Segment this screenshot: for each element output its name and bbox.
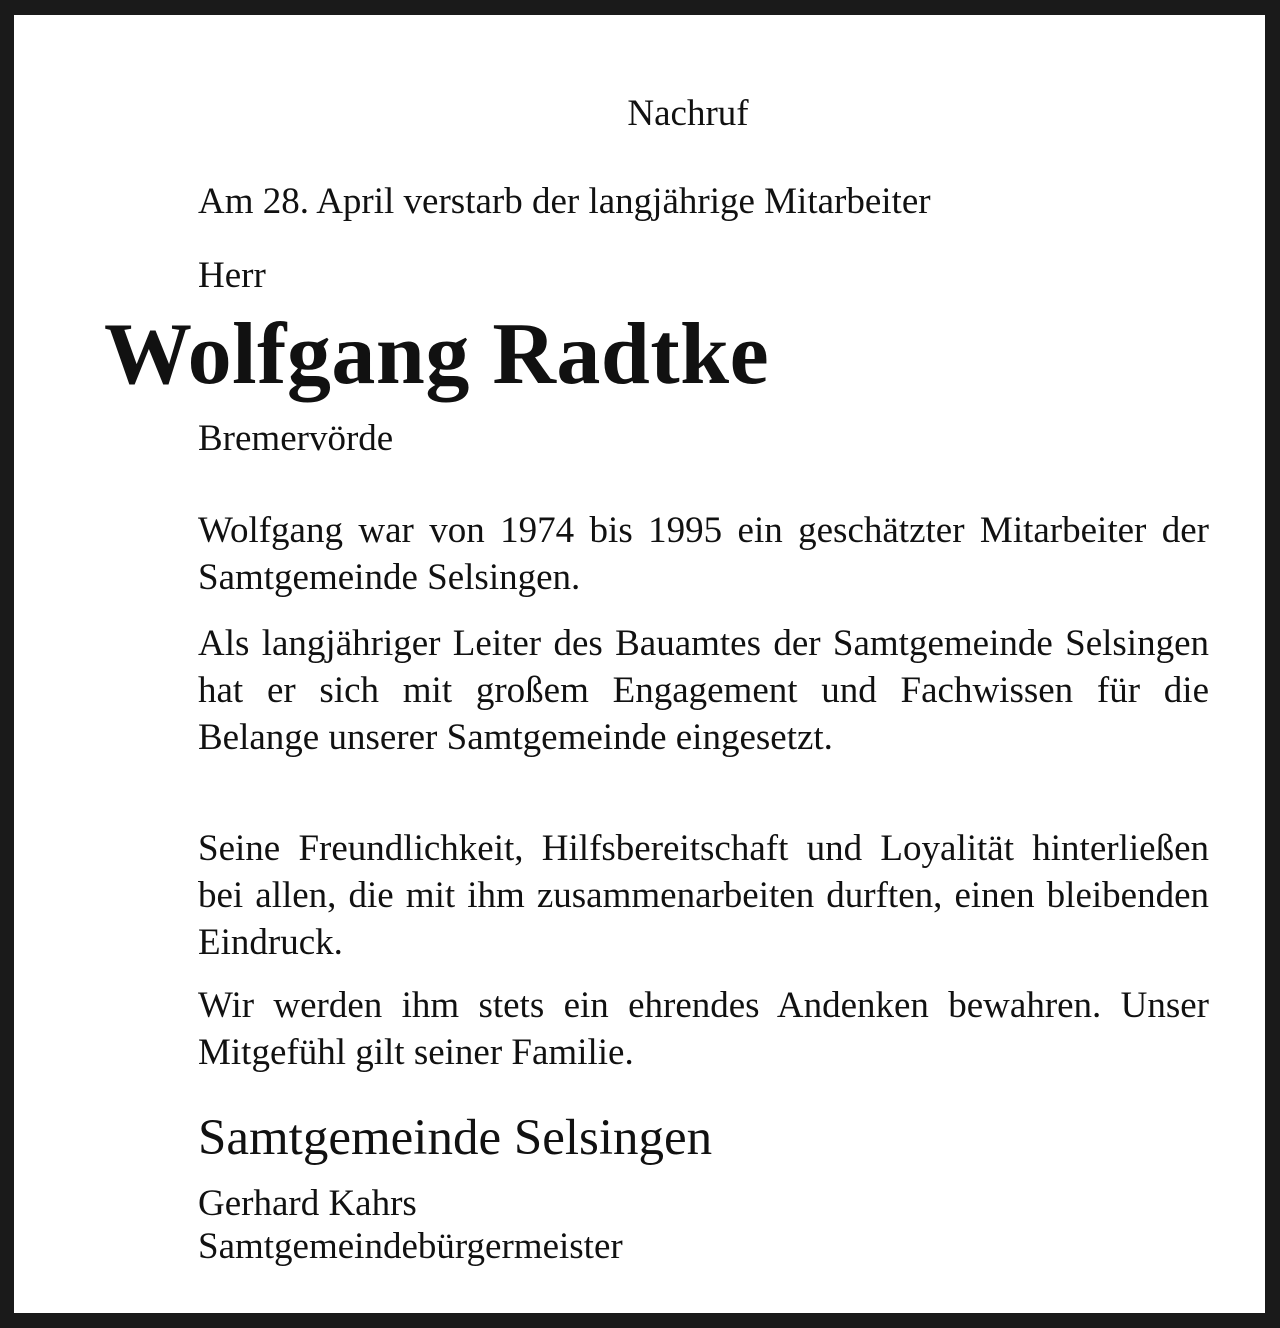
paragraph-career: Wolfgang war von 1974 bis 1995 ein geschätzter Mitarbeiter der Samtgemeinde Selsingen. bbox=[198, 510, 1209, 598]
salutation: Herr bbox=[198, 255, 266, 296]
notice-heading: Nachruf bbox=[627, 93, 749, 134]
deceased-name: Wolfgang Radtke bbox=[104, 306, 770, 403]
signer-name: Gerhard Kahrs bbox=[198, 1183, 417, 1224]
paragraph-role: Als langjähriger Leiter des Bauamtes der Samtgemeinde Selsingen hat er sich mit großem Engagement und Fachwissen für die Belange unserer Samtgemeinde eingesetzt. bbox=[198, 623, 1209, 758]
hometown: Bremervörde bbox=[198, 418, 394, 459]
notice-intro: Am 28. April verstarb der langjährige Mitarbeiter bbox=[198, 181, 931, 222]
paragraph-remembrance: Wir werden ihm stets ein ehrendes Andenken bewahren. Unser Mitgefühl gilt seiner Familie. bbox=[198, 985, 1209, 1073]
paragraph-character: Seine Freundlichkeit, Hilfsbereitschaft und Loyalität hinterließen bei allen, die mit ihm zusammenarbeiten durften, einen bleibenden Eindruck. bbox=[198, 828, 1209, 963]
signer-title: Samtgemeindebürgermeister bbox=[198, 1226, 623, 1267]
organization-name: Samtgemeinde Selsingen bbox=[198, 1110, 713, 1166]
